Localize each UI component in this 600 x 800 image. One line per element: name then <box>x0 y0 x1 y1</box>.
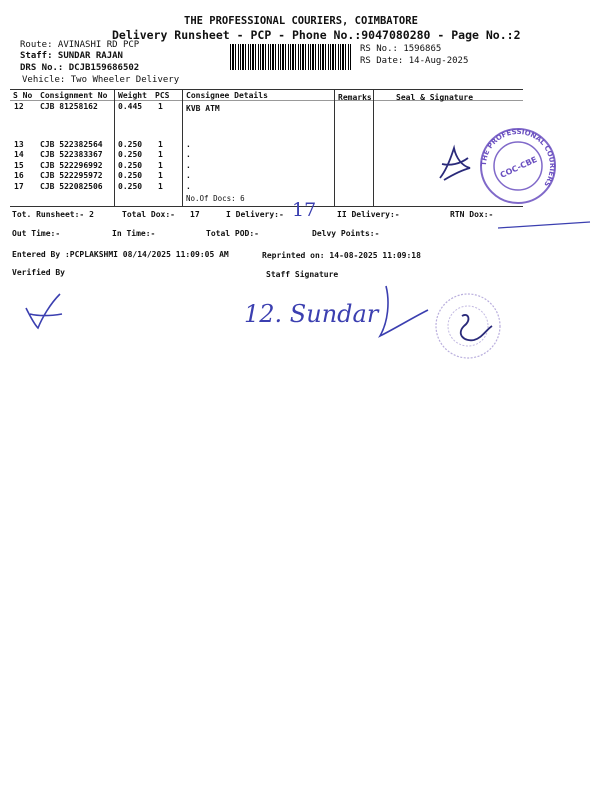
row-weight: 0.250 <box>118 150 143 159</box>
row-pcs: 1 <box>158 171 163 180</box>
row-weight: 0.250 <box>118 140 143 149</box>
in-time-label: In Time:- <box>112 229 156 238</box>
rs-date: RS Date: 14-Aug-2025 <box>360 56 469 66</box>
total-pod-label: Total POD:- <box>206 229 259 238</box>
verified-by-label: Verified By <box>12 268 65 277</box>
row-details: . <box>186 161 191 170</box>
no-of-docs: No.Of Docs: 6 <box>186 194 245 203</box>
reprinted-on: Reprinted on: 14-08-2025 11:09:18 <box>262 251 421 260</box>
i-delivery-handwritten: 17 <box>292 199 317 221</box>
runsheet-subtitle: Delivery Runsheet - PCP - Phone No.:9047080280 - Page No.:2 <box>112 28 521 42</box>
row-consignment: CJB 522296992 <box>40 161 103 170</box>
row-consignment: CJB 522082506 <box>40 182 103 191</box>
verified-signature-icon <box>22 290 66 332</box>
total-dox-value: 17 <box>190 210 200 219</box>
header-remarks: Remarks <box>338 93 372 102</box>
row-details: . <box>186 140 191 149</box>
tot-runsheet: Tot. Runsheet:- 2 <box>12 210 94 219</box>
row-pcs: 1 <box>158 161 163 170</box>
seal-signature-icon <box>434 144 474 184</box>
staff-stamp-icon <box>428 290 508 362</box>
col-divider-2 <box>182 90 183 206</box>
row-consignment: CJB 81258162 <box>40 102 98 111</box>
header-sno: S No <box>13 91 33 100</box>
row-weight: 0.445 <box>118 102 143 111</box>
total-dox-label: Total Dox:- <box>122 210 175 219</box>
barcode <box>230 44 352 70</box>
row-sno: 13 <box>14 140 24 149</box>
row-consignment: CJB 522383367 <box>40 150 103 159</box>
signature-flourish-icon <box>372 282 432 342</box>
header-seal: Seal & Signature <box>396 93 474 102</box>
table-bottom-border <box>10 206 523 207</box>
row-sno: 15 <box>14 161 24 170</box>
staff-signature-label: Staff Signature <box>266 270 339 279</box>
staff-handwritten-signature: 12. Sundar <box>244 300 379 328</box>
rtn-dox-label: RTN Dox:- <box>450 210 494 219</box>
staff-label: Staff: SUNDAR RAJAN <box>20 51 123 61</box>
col-divider-1 <box>114 90 115 206</box>
row-weight: 0.250 <box>118 161 143 170</box>
pen-stroke-icon <box>496 218 592 232</box>
company-title: THE PROFESSIONAL COURIERS, COIMBATORE <box>184 15 418 27</box>
seal-inner-text: COC-CBE <box>498 154 539 180</box>
delvy-points-label: Delvy Points:- <box>312 229 380 238</box>
row-details: . <box>186 150 191 159</box>
header-consignment: Consignment No <box>40 91 108 100</box>
company-seal-stamp <box>476 124 560 208</box>
row-consignment: CJB 522295972 <box>40 171 103 180</box>
ii-delivery-label: II Delivery:- <box>337 210 400 219</box>
row-sno: 16 <box>14 171 24 180</box>
row-weight: 0.250 <box>118 171 143 180</box>
drs-number: DRS No.: DCJB159686502 <box>20 63 140 73</box>
out-time-label: Out Time:- <box>12 229 61 238</box>
i-delivery-label: I Delivery:- <box>226 210 284 219</box>
seal-ring-text: THE PROFESSIONAL COURIERS <box>479 127 557 189</box>
row-details: KVB ATM <box>186 104 220 113</box>
vehicle-label: Vehicle: Two Wheeler Delivery <box>22 75 180 85</box>
row-sno: 14 <box>14 150 24 159</box>
header-pcs: PCS <box>155 91 170 100</box>
entered-by: Entered By :PCPLAKSHMI 08/14/2025 11:09:05 AM <box>12 250 229 259</box>
row-sno: 12 <box>14 102 24 111</box>
route-label: Route: AVINASHI RD PCP <box>20 40 140 50</box>
row-pcs: 1 <box>158 182 163 191</box>
col-divider-3 <box>334 90 335 206</box>
header-weight: Weight <box>118 91 147 100</box>
row-details: . <box>186 171 191 180</box>
row-pcs: 1 <box>158 102 163 111</box>
row-details: . <box>186 182 191 191</box>
svg-text:THE PROFESSIONAL COURIERS <box>480 128 556 188</box>
col-divider-4 <box>373 90 374 206</box>
row-pcs: 1 <box>158 150 163 159</box>
row-consignment: CJB 522382564 <box>40 140 103 149</box>
table-top-border <box>10 89 523 90</box>
header-consignee: Consignee Details <box>186 91 268 100</box>
row-sno: 17 <box>14 182 24 191</box>
row-pcs: 1 <box>158 140 163 149</box>
rs-number: RS No.: 1596865 <box>360 44 442 54</box>
row-weight: 0.250 <box>118 182 143 191</box>
